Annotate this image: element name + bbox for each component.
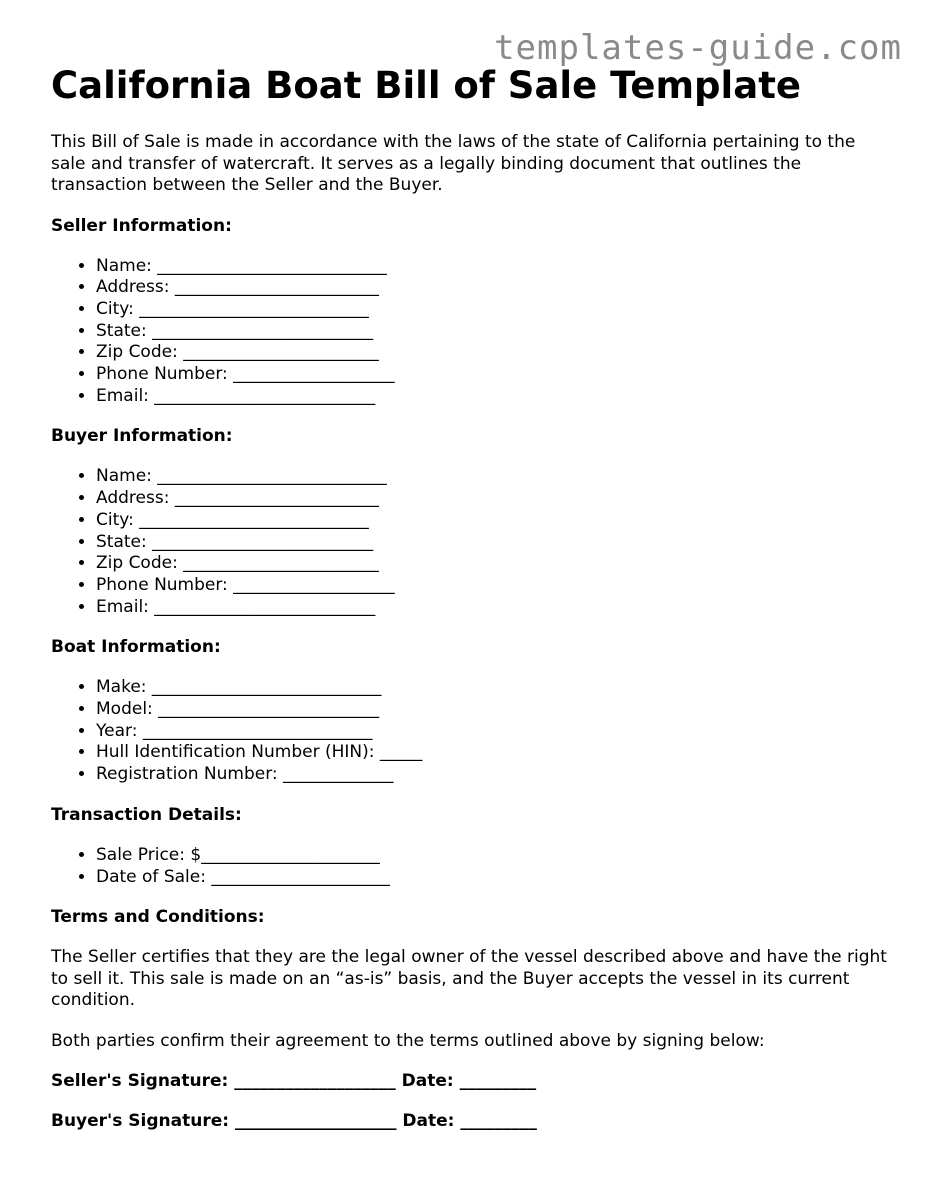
seller-zip-field: • Zip Code: _______________________: [96, 342, 891, 364]
boat-field-list: [51, 677, 891, 786]
seller-name-field: • Name: ___________________________: [96, 256, 891, 278]
buyer-name-field: • Name: ___________________________: [96, 466, 891, 488]
seller-phone-field: • Phone Number: ___________________: [96, 364, 891, 386]
buyer-signature-line: Buyer's Signature: ___________________ Date: _________: [51, 1111, 537, 1132]
boat-year-field: • Year: ___________________________: [96, 721, 891, 743]
confirmation-paragraph: Both parties confirm their agreement to the terms outlined above by signing below:: [51, 1030, 765, 1051]
buyer-phone-field: • Phone Number: ___________________: [96, 575, 891, 597]
boat-registration-field: • Registration Number: _____________: [96, 764, 891, 786]
seller-address-field: • Address: ________________________: [96, 277, 891, 299]
seller-city-field: • City: ___________________________: [96, 299, 891, 321]
buyer-section-heading: Buyer Information:: [51, 426, 233, 447]
buyer-zip-field: • Zip Code: _______________________: [96, 553, 891, 575]
buyer-field-list: [51, 466, 891, 618]
buyer-email-field: • Email: __________________________: [96, 597, 891, 619]
seller-state-field: • State: __________________________: [96, 321, 891, 343]
sale-price-field: • Sale Price: $_____________________: [96, 845, 891, 867]
boat-hin-field: • Hull Identification Number (HIN): _____: [96, 742, 891, 764]
seller-email-field: • Email: __________________________: [96, 386, 891, 408]
boat-section-heading: Boat Information:: [51, 637, 221, 658]
terms-section-heading: Terms and Conditions:: [51, 907, 265, 928]
terms-paragraph: The Seller certifies that they are the legal owner of the vessel described above and have the right to sell it. This sale is made on an “as-is” basis, and the Buyer accepts the vessel in its current condition.: [51, 947, 887, 1011]
boat-model-field: • Model: __________________________: [96, 699, 891, 721]
document-title: California Boat Bill of Sale Template: [51, 64, 801, 107]
seller-signature-line: Seller's Signature: ___________________ Date: _________: [51, 1071, 537, 1092]
transaction-section-heading: Transaction Details:: [51, 804, 242, 825]
sale-date-field: • Date of Sale: _____________________: [96, 867, 891, 889]
buyer-state-field: • State: __________________________: [96, 532, 891, 554]
buyer-city-field: • City: ___________________________: [96, 510, 891, 532]
transaction-field-list: [51, 845, 891, 888]
document: [51, 62, 891, 1132]
boat-make-field: • Make: ___________________________: [96, 677, 891, 699]
watermark: templates-guide.com: [494, 28, 902, 68]
intro-paragraph: This Bill of Sale is made in accordance with the laws of the state of California pertaining to the sale and transfer of watercraft. It serves as a legally binding document that outlines the transaction between the Seller and the Buyer.: [51, 132, 856, 195]
seller-section-heading: Seller Information:: [51, 215, 232, 236]
buyer-address-field: • Address: ________________________: [96, 488, 891, 510]
seller-field-list: [51, 256, 891, 408]
